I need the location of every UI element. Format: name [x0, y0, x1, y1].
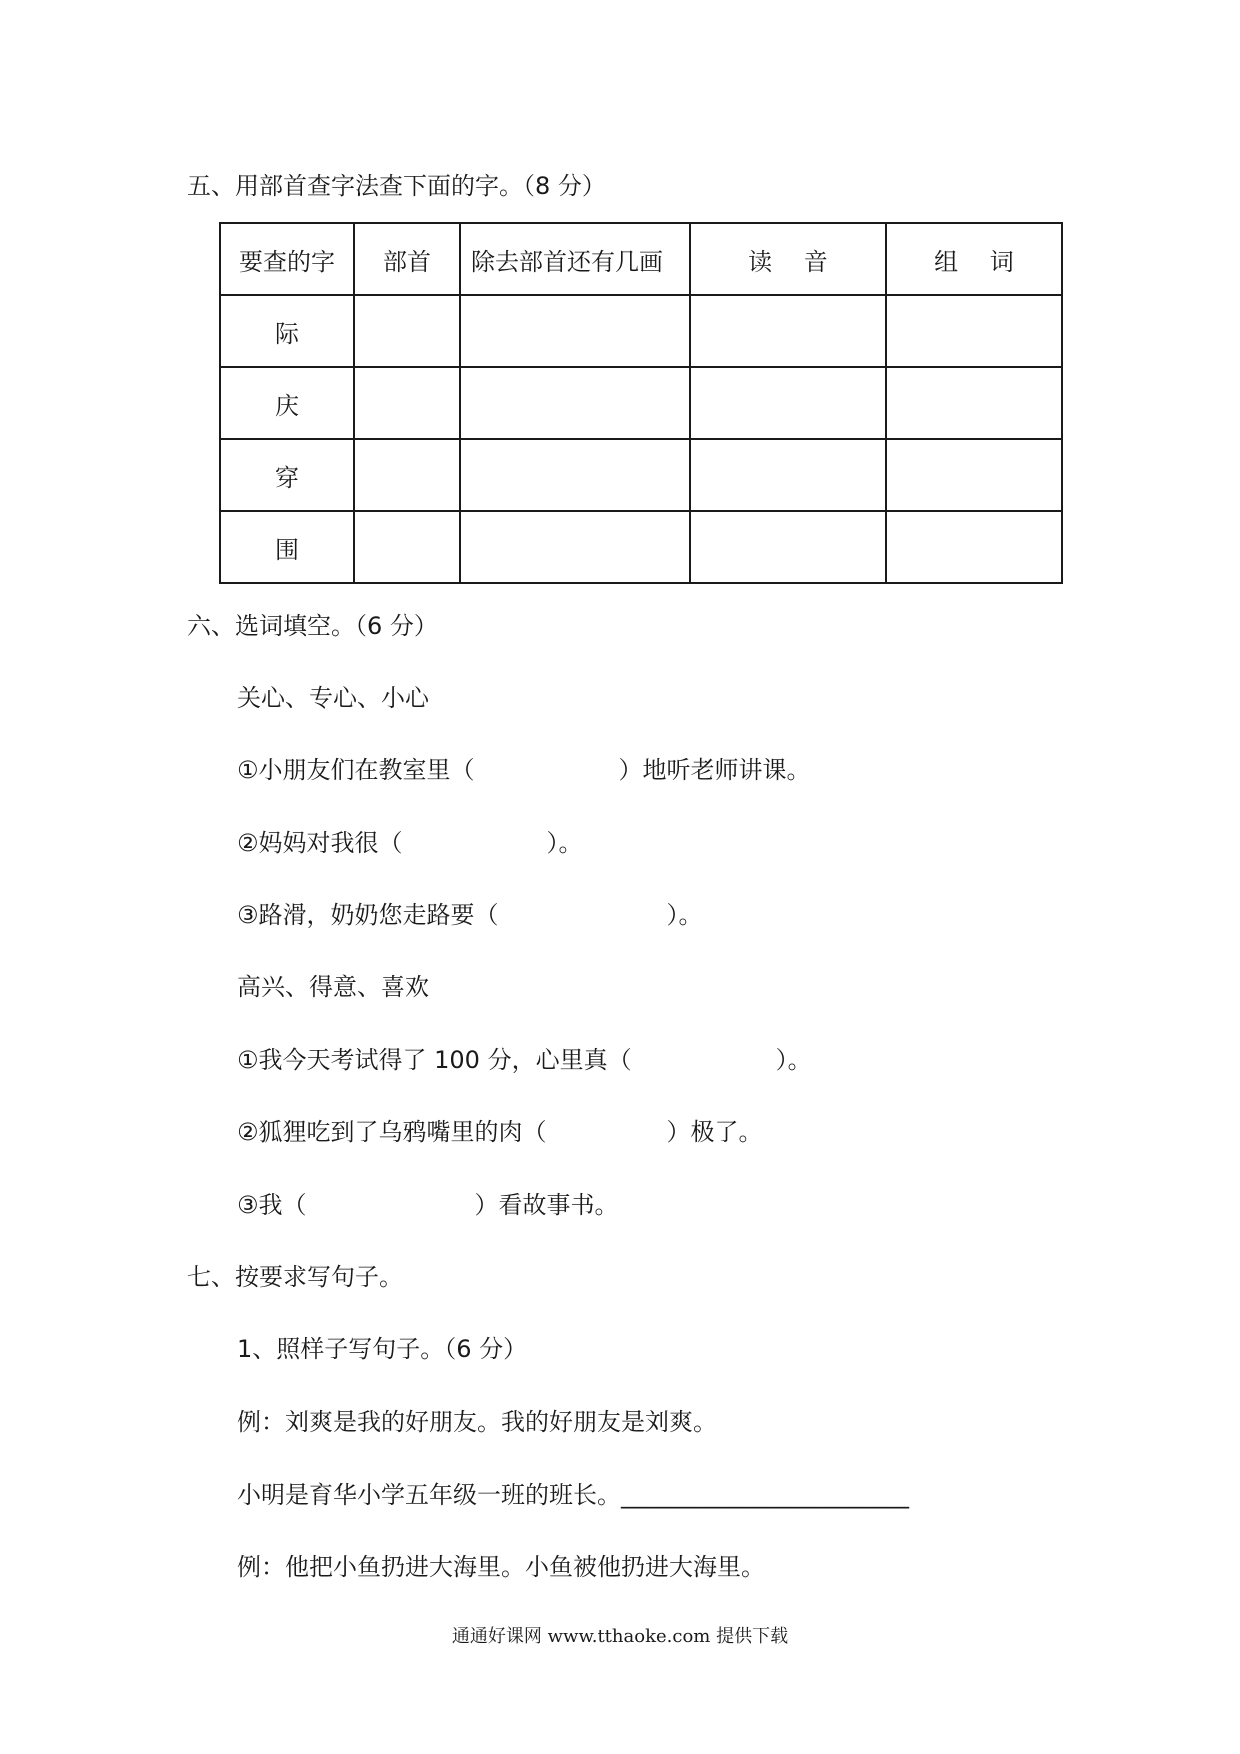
pronunciation-cell[interactable]	[690, 511, 886, 583]
section6-title: 六、选词填空。（6 分）	[187, 612, 438, 640]
pronunciation-cell[interactable]	[690, 367, 886, 439]
header-char: 要查的字	[220, 223, 354, 295]
strokes-cell[interactable]	[460, 439, 690, 511]
section5-title: 五、用部首查字法查下面的字。（8 分）	[187, 172, 606, 200]
word-choices-1: 关心、专心、小心	[237, 684, 429, 712]
pronunciation-cell[interactable]	[690, 439, 886, 511]
char-cell: 际	[220, 295, 354, 367]
char-cell: 庆	[220, 367, 354, 439]
words-cell[interactable]	[886, 367, 1062, 439]
radical-cell[interactable]	[354, 439, 460, 511]
table-row	[220, 295, 1062, 367]
example-sentence: 例：刘爽是我的好朋友。我的好朋友是刘爽。	[237, 1408, 717, 1436]
strokes-cell[interactable]	[460, 511, 690, 583]
header-pronunciation: 读 音	[690, 223, 886, 295]
fill-item[interactable]: ②妈妈对我很（ ）。	[237, 829, 583, 857]
strokes-cell[interactable]	[460, 367, 690, 439]
words-cell[interactable]	[886, 511, 1062, 583]
radical-cell[interactable]	[354, 367, 460, 439]
fill-item[interactable]: ①小朋友们在教室里（ ）地听老师讲课。	[237, 756, 811, 784]
section7-title: 七、按要求写句子。	[187, 1263, 403, 1291]
table-row	[220, 439, 1062, 511]
example-sentence: 例：他把小鱼扔进大海里。小鱼被他扔进大海里。	[237, 1553, 765, 1581]
fill-item[interactable]: ②狐狸吃到了乌鸦嘴里的肉（ ）极了。	[237, 1118, 763, 1146]
task-sentence: 小明是育华小学五年级一班的班长。	[237, 1481, 621, 1509]
table-header-row	[220, 223, 1062, 295]
radical-cell[interactable]	[354, 511, 460, 583]
header-radical: 部首	[354, 223, 460, 295]
header-strokes: 除去部首还有几画	[460, 223, 690, 295]
char-cell: 围	[220, 511, 354, 583]
rewrite-task	[237, 1480, 909, 1510]
table-row	[220, 511, 1062, 583]
radical-cell[interactable]	[354, 295, 460, 367]
answer-blank[interactable]: ________________________	[621, 1481, 909, 1509]
char-cell: 穿	[220, 439, 354, 511]
header-words: 组 词	[886, 223, 1062, 295]
footer-credit: 通通好课网 www.tthaoke.com 提供下载	[451, 1626, 789, 1647]
radical-lookup-table	[219, 222, 1063, 584]
fill-item[interactable]: ③我（ ）看故事书。	[237, 1191, 619, 1219]
strokes-cell[interactable]	[460, 295, 690, 367]
subsection-title: 1、照样子写句子。（6 分）	[237, 1335, 528, 1363]
table-row	[220, 367, 1062, 439]
words-cell[interactable]	[886, 295, 1062, 367]
words-cell[interactable]	[886, 439, 1062, 511]
fill-item[interactable]: ③路滑，奶奶您走路要（ ）。	[237, 901, 703, 929]
fill-item[interactable]: ①我今天考试得了 100 分，心里真（ ）。	[237, 1046, 812, 1074]
word-choices-2: 高兴、得意、喜欢	[237, 973, 429, 1001]
pronunciation-cell[interactable]	[690, 295, 886, 367]
